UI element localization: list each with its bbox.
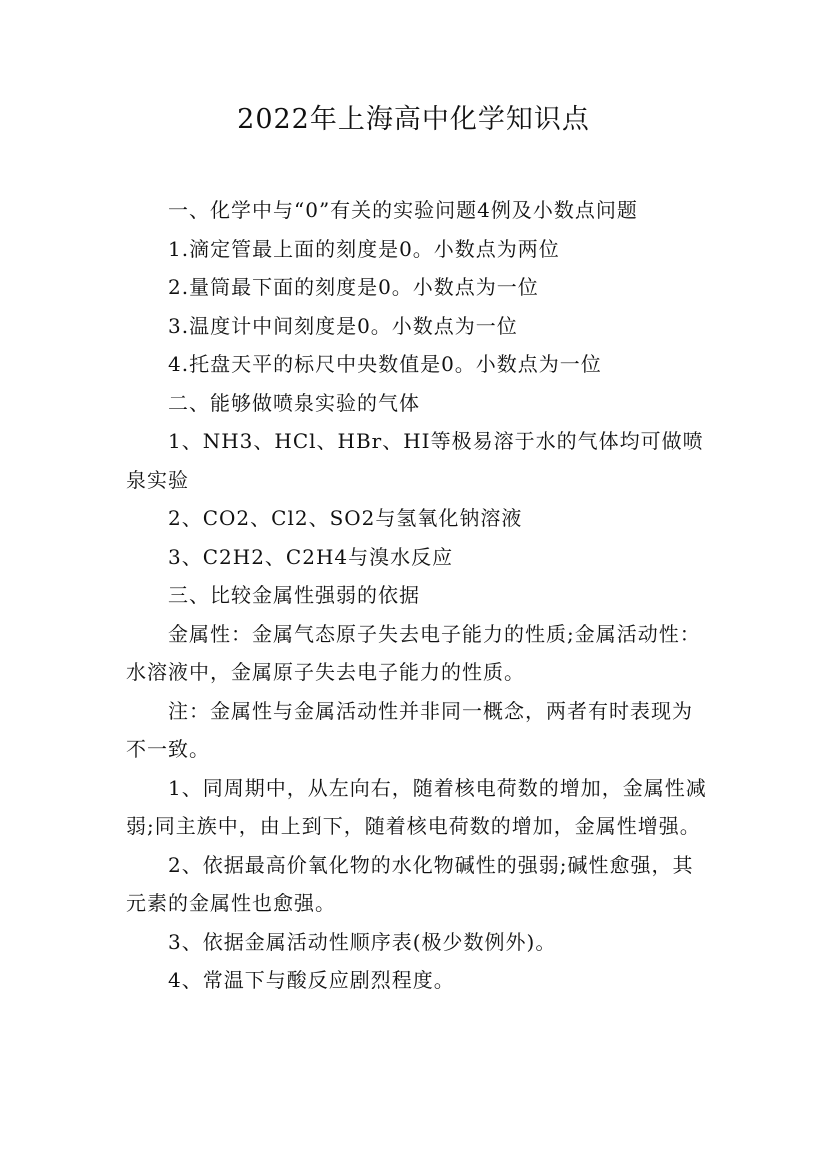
paragraph: 二、能够做喷泉实验的气体 xyxy=(168,390,420,415)
paragraph: 1、NH3、HCl、HBr、HI等极易溶于水的气体均可做喷泉实验 xyxy=(126,429,704,492)
paragraph: 3.温度计中间刻度是0。小数点为一位 xyxy=(168,313,518,338)
paragraph: 3、依据金属活动性顺序表(极少数例外)。 xyxy=(168,929,557,954)
paragraph: 4、常温下与酸反应剧烈程度。 xyxy=(168,968,455,992)
paragraph: 4.托盘天平的标尺中央数值是0。小数点为一位 xyxy=(168,352,602,376)
paragraph: 2.量筒最下面的刻度是0。小数点为一位 xyxy=(168,275,539,299)
paragraph: 2、依据最高价氧化物的水化物碱性的强弱;碱性愈强，其元素的金属性也愈强。 xyxy=(126,852,694,915)
paragraph: 注：金属性与金属活动性并非同一概念，两者有时表现为不一致。 xyxy=(126,698,693,761)
paragraph: 金属性：金属气态原子失去电子能力的性质;金属活动性：水溶液中，金属原子失去电子能力的性质。 xyxy=(126,621,701,684)
document-title: 2022年上海高中化学知识点 xyxy=(237,104,590,135)
paragraph: 2、CO2、Cl2、SO2与氢氧化钠溶液 xyxy=(168,506,523,530)
paragraph: 3、C2H2、C2H4与溴水反应 xyxy=(168,544,454,569)
paragraph: 三、比较金属性强弱的依据 xyxy=(168,583,420,607)
paragraph: 1.滴定管最上面的刻度是0。小数点为两位 xyxy=(168,236,560,261)
paragraph: 1、同周期中，从左向右，随着核电荷数的增加，金属性减弱;同主族中，由上到下，随着核电荷数的增加，金属性增强。 xyxy=(126,775,707,838)
paragraph: 一、化学中与“0”有关的实验问题4例及小数点问题 xyxy=(168,198,638,222)
document-body xyxy=(126,191,711,1000)
